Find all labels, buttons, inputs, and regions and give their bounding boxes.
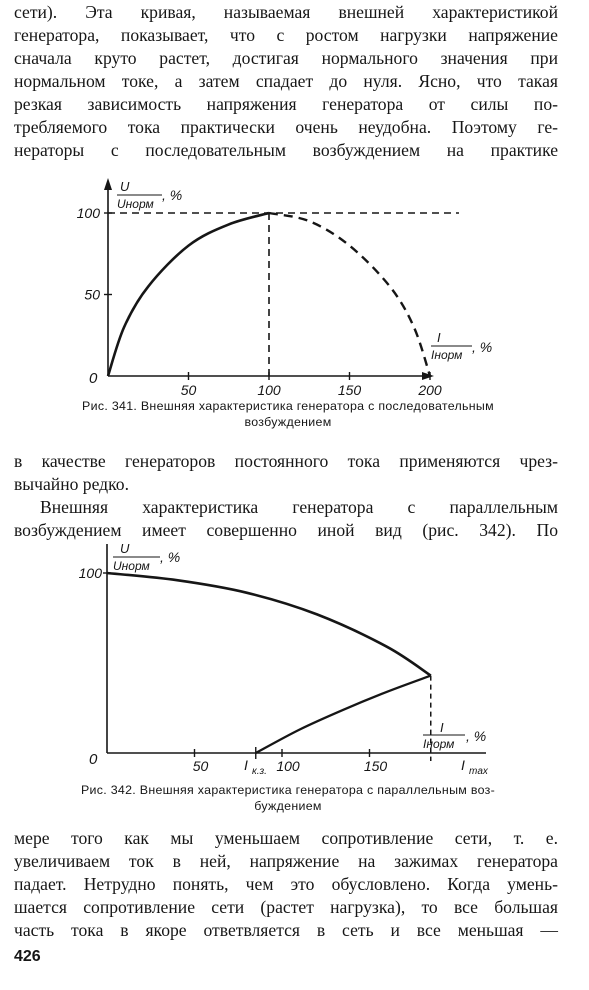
text-line: генератора, показывает, что с ростом нагрузки напряжение bbox=[14, 25, 558, 45]
paragraph-bottom bbox=[14, 827, 558, 942]
text-line: вычайно редко. bbox=[14, 474, 129, 494]
paragraph-middle bbox=[14, 450, 558, 542]
figure-342-axes bbox=[107, 544, 486, 753]
y-tick-label: 100 bbox=[76, 205, 100, 221]
figure-341 bbox=[0, 170, 589, 429]
figure-342-y-label-unit: , % bbox=[160, 549, 181, 565]
text-line: резкая зависимость напряжения генератора от силы по- bbox=[14, 94, 558, 114]
figure-341-x-label-den: Iнорм bbox=[431, 348, 463, 362]
caption-line: возбуждением bbox=[244, 415, 332, 429]
figure-342-y-label-num: U bbox=[120, 541, 130, 556]
caption-line: Рис. 341. Внешняя характеристика генератора с последовательным bbox=[82, 399, 494, 413]
figure-342 bbox=[0, 536, 589, 813]
y-tick-label: 50 bbox=[84, 286, 100, 303]
x-tick-label: 100 bbox=[276, 758, 300, 774]
figure-342-x-label-den: Iнорм bbox=[423, 737, 455, 751]
x-tick-label: 50 bbox=[192, 758, 209, 774]
text-line: нормальном токе, а затем спадает до нуля. Ясно, что такая bbox=[14, 71, 558, 91]
figure-342-x-label-unit: , % bbox=[466, 728, 487, 744]
series-line-solid bbox=[108, 213, 269, 376]
figure-341-chart bbox=[0, 170, 589, 395]
x-tick-label: 150 bbox=[337, 382, 362, 395]
paragraph-top bbox=[14, 1, 558, 162]
figure-341-caption bbox=[14, 398, 562, 430]
figure-342-y-label-den: Uнорм bbox=[113, 559, 150, 573]
text-line: сначала круто растет, достигая нормального значения при bbox=[14, 48, 558, 68]
text-line: возбуждением имеет совершенно иной вид (рис. 342). По bbox=[14, 520, 558, 540]
text-line: Внешняя характеристика генератора с параллельным bbox=[40, 497, 558, 517]
text-line: падает. Нетрудно понять, чем это обусловлено. Когда умень- bbox=[14, 874, 558, 894]
text-line: в качестве генераторов постоянного тока применяются чрез- bbox=[14, 451, 558, 471]
figure-341-y-label-num: U bbox=[120, 179, 130, 194]
y-tick-label: 100 bbox=[78, 565, 102, 581]
figure-342-imax-label: I bbox=[461, 757, 465, 773]
figure-341-y-label-unit: , % bbox=[162, 187, 183, 203]
caption-line: Рис. 342. Внешняя характеристика генератора с параллельным воз- bbox=[80, 783, 496, 797]
text-line: часть тока в якоре ответвляется в сеть и все меньшая — bbox=[14, 920, 558, 940]
figure-342-chart bbox=[0, 536, 589, 774]
figure-341-y-label-den: Uнорм bbox=[117, 197, 154, 211]
figure-342-ikz-sub: к.з. bbox=[252, 766, 267, 774]
figure-341-x-label-num: I bbox=[437, 330, 441, 345]
x-tick-label: 100 bbox=[257, 382, 281, 395]
text-line: нераторы с последовательным возбуждением на практике bbox=[14, 140, 558, 160]
caption-line: буждением bbox=[254, 799, 322, 813]
figure-342-x-label-num: I bbox=[440, 720, 444, 735]
figure-342-imax-sub: max bbox=[469, 766, 488, 774]
figure-342-caption bbox=[14, 782, 562, 814]
text-line: шается сопротивление сети (растет нагрузка), то все большая bbox=[14, 897, 558, 917]
text-line: сети). Эта кривая, называемая внешней характеристикой bbox=[14, 2, 558, 22]
series-line-dashed bbox=[269, 213, 430, 376]
figure-341-origin-label: 0 bbox=[89, 370, 98, 387]
figure-341-x-label-unit: , % bbox=[472, 339, 493, 355]
figure-342-ikz-label: I bbox=[244, 757, 248, 773]
x-tick-label: 50 bbox=[180, 382, 197, 395]
figure-341-y-arrow bbox=[104, 178, 112, 190]
x-tick-label: 150 bbox=[363, 758, 388, 774]
series-line-upper bbox=[107, 573, 431, 676]
x-tick-label: 200 bbox=[418, 382, 442, 395]
series-line-lower bbox=[256, 676, 431, 753]
text-line: требляемого тока практически очень неудобна. Поэтому ге- bbox=[14, 117, 558, 137]
figure-342-origin-label: 0 bbox=[89, 751, 98, 768]
text-line: увеличиваем ток в ней, напряжение на зажимах генератора bbox=[14, 851, 558, 871]
text-line: мере того как мы уменьшаем сопротивление сети, т. е. bbox=[14, 828, 558, 848]
page-number: 426 bbox=[14, 948, 41, 965]
